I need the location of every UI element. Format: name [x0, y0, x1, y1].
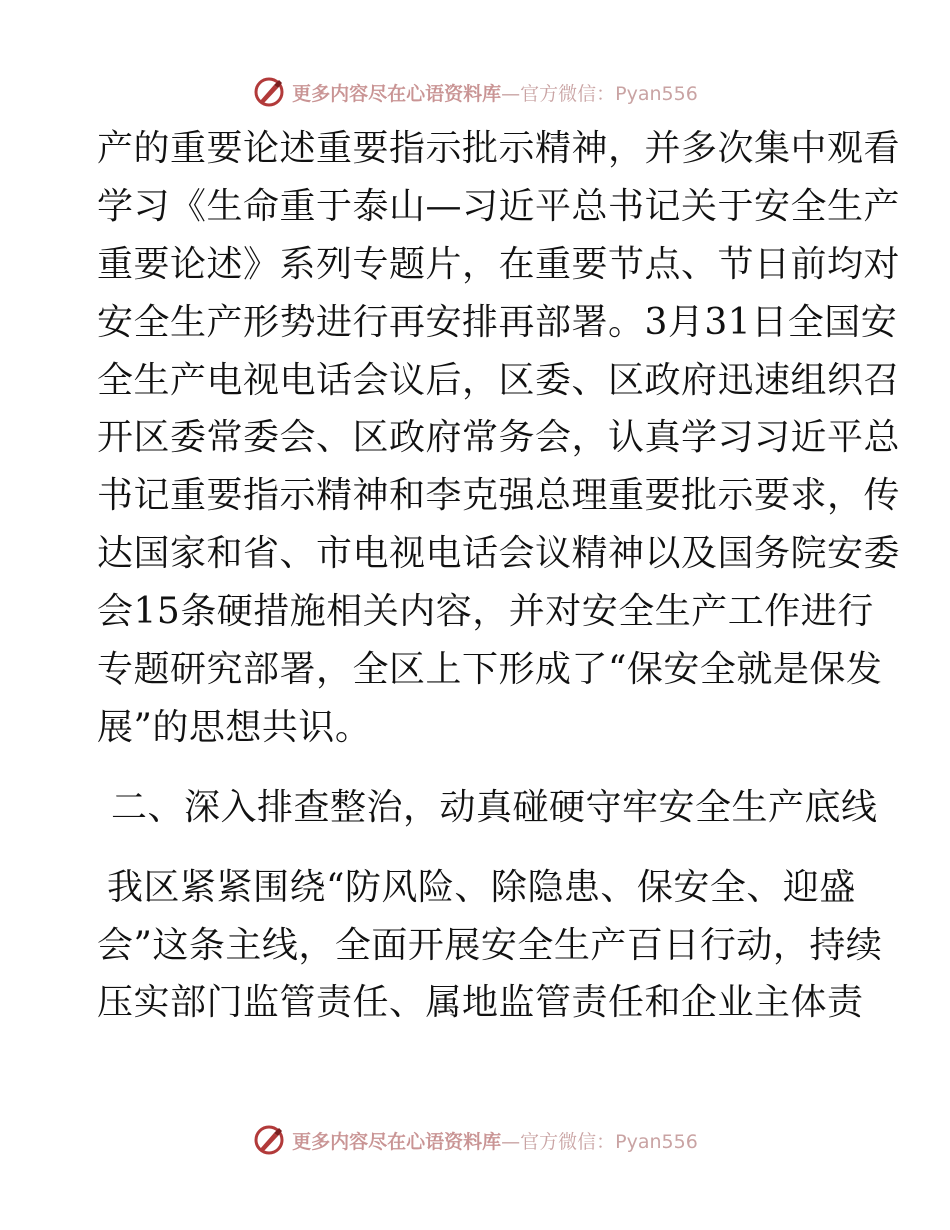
section-heading: 二、深入排查整治，动真碰硬守牢安全生产底线: [111, 786, 878, 828]
text-line: 会15条硬措施相关内容，并对安全生产工作进行: [97, 591, 874, 633]
text-line: 书记重要指示精神和李克强总理重要批示要求，传: [97, 475, 901, 517]
text-line: 压实部门监管责任、属地监管责任和企业主体责: [97, 982, 864, 1024]
watermark-contact: —官方微信：Pyan556: [501, 82, 698, 105]
text-line: 专题研究部署，全区上下形成了“保安全就是保发: [97, 649, 883, 691]
text-line: 展”的思想共识。: [97, 706, 372, 748]
watermark-contact: —官方微信：Pyan556: [501, 1130, 698, 1153]
footer-watermark: [0, 1120, 950, 1160]
text-line: 我区紧紧围绕“防风险、除隐患、保安全、迎盛: [107, 866, 856, 908]
watermark-text: [292, 79, 698, 106]
text-line: 安全生产形势进行再安排再部署。3月31日全国安: [97, 301, 898, 343]
watermark-brand: 更多内容尽在心语资料库: [292, 1130, 502, 1153]
header-watermark: [0, 72, 950, 112]
watermark-text: [292, 1127, 698, 1154]
paragraph-1: [97, 120, 901, 757]
text-line: 学习《生命重于泰山—习近平总书记关于安全生产: [97, 185, 901, 227]
paragraph-2: [97, 859, 883, 1033]
text-line: 重要论述》系列专题片，在重要节点、节日前均对: [97, 243, 901, 285]
text-line: 全生产电视电话会议后，区委、区政府迅速组织召: [97, 359, 901, 401]
text-line: 开区委常委会、区政府常务会，认真学习习近平总: [97, 417, 901, 459]
document-body: [97, 120, 901, 1032]
text-line: 产的重要论述重要指示批示精神，并多次集中观看: [97, 128, 901, 169]
pen-logo-icon: [252, 1123, 286, 1157]
watermark-brand: 更多内容尽在心语资料库: [292, 82, 502, 105]
pen-logo-icon: [252, 75, 286, 109]
text-line: 达国家和省、市电视电话会议精神以及国务院安委: [97, 533, 901, 575]
text-line: 会”这条主线，全面开展安全生产百日行动，持续: [97, 924, 883, 966]
